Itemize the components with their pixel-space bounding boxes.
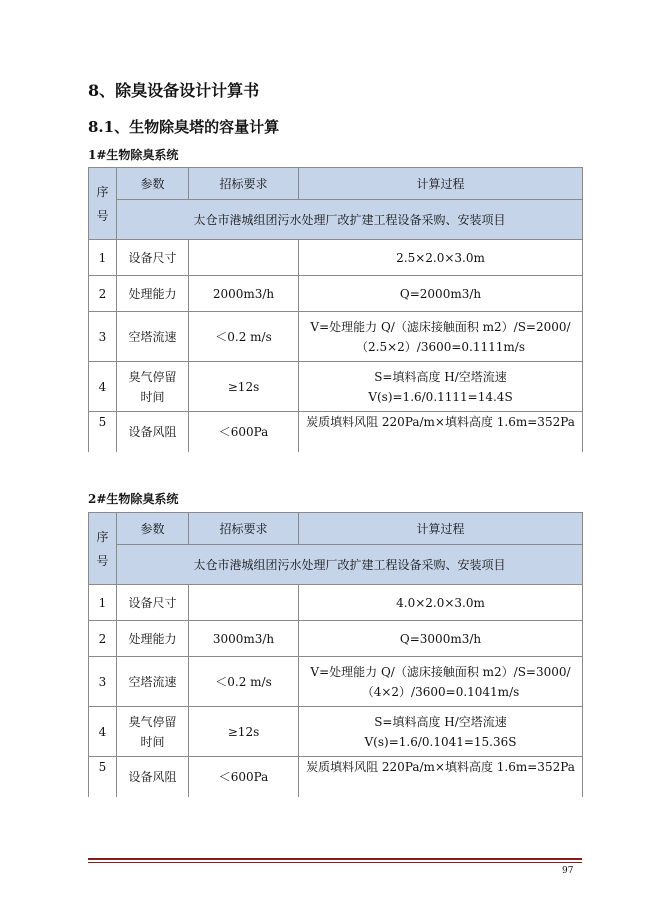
row-param: 设备尺寸 — [117, 585, 189, 621]
col-calc-header: 计算过程 — [299, 513, 583, 545]
row-calc — [299, 657, 583, 707]
row-no: 1 — [89, 585, 117, 621]
table-row — [89, 312, 583, 362]
row-req: 2000m3/h — [189, 276, 299, 312]
table-row — [89, 585, 583, 621]
col-param-header: 参数 — [117, 168, 189, 200]
col-req-header: 招标要求 — [189, 168, 299, 200]
row-param: 空塔流速 — [117, 312, 189, 362]
row-calc: 炭质填料风阻 220Pa/m×填料高度 1.6m=352Pa — [299, 757, 583, 797]
row-param: 处理能力 — [117, 276, 189, 312]
footer-rule — [88, 858, 582, 860]
subsection-heading: 8.1、生物除臭塔的容量计算 — [88, 118, 280, 136]
col-seq-header: 序号 — [89, 168, 117, 240]
row-param: 处理能力 — [117, 621, 189, 657]
row-calc: Q=3000m3/h — [299, 621, 583, 657]
table-row — [89, 657, 583, 707]
row-no: 2 — [89, 276, 117, 312]
footer-rule-thin — [88, 862, 582, 863]
table-row — [89, 362, 583, 412]
row-calc-line2: （2.5×2）/3600=0.1111m/s — [356, 339, 525, 354]
row-param: 空塔流速 — [117, 657, 189, 707]
row-req: 3000m3/h — [189, 621, 299, 657]
table-row — [89, 707, 583, 757]
system1-table — [88, 167, 583, 452]
table-row — [89, 412, 583, 452]
system2-title: 2#生物除臭系统 — [88, 492, 179, 506]
row-calc-line1: V=处理能力 Q/（滤床接触面积 m2）/S=2000/ — [310, 319, 571, 334]
row-calc — [299, 312, 583, 362]
row-req — [189, 240, 299, 276]
col-param-header: 参数 — [117, 513, 189, 545]
row-calc: Q=2000m3/h — [299, 276, 583, 312]
col-calc-header: 计算过程 — [299, 168, 583, 200]
col-seq-header: 序号 — [89, 513, 117, 585]
page-number: 97 — [562, 866, 574, 876]
row-req: ＜0.2 m/s — [189, 312, 299, 362]
row-calc: S=填料高度 H/空塔流速 V(s)=1.6/0.1041=15.36S — [299, 707, 583, 757]
row-calc: 炭质填料风阻 220Pa/m×填料高度 1.6m=352Pa — [299, 412, 583, 452]
row-no: 4 — [89, 707, 117, 757]
row-param-line2: 时间 — [140, 389, 165, 404]
row-no: 2 — [89, 621, 117, 657]
row-param-line1: 臭气停留 — [128, 369, 177, 384]
row-req: ＜600Pa — [189, 412, 299, 452]
row-req: ＜0.2 m/s — [189, 657, 299, 707]
row-no: 3 — [89, 312, 117, 362]
section-heading: 8、除臭设备设计计算书 — [88, 81, 260, 100]
table-row — [89, 757, 583, 797]
system2-table — [88, 512, 583, 797]
row-no: 4 — [89, 362, 117, 412]
row-no: 5 — [89, 757, 117, 797]
row-param: 设备尺寸 — [117, 240, 189, 276]
row-param-line2: 时间 — [140, 734, 165, 749]
row-req: ≥12s — [189, 362, 299, 412]
system1-title: 1#生物除臭系统 — [88, 148, 179, 162]
row-req — [189, 585, 299, 621]
table-row — [89, 240, 583, 276]
row-req: ≥12s — [189, 707, 299, 757]
col-req-header: 招标要求 — [189, 513, 299, 545]
row-no: 5 — [89, 412, 117, 452]
row-param — [117, 362, 189, 412]
table-row — [89, 621, 583, 657]
project-name: 太仓市港城组团污水处理厂改扩建工程设备采购、安装项目 — [117, 200, 583, 240]
row-param-line1: 臭气停留 — [128, 714, 177, 729]
row-param: 设备风阻 — [117, 757, 189, 797]
row-calc-line2: （4×2）/3600=0.1041m/s — [361, 684, 520, 699]
project-name: 太仓市港城组团污水处理厂改扩建工程设备采购、安装项目 — [117, 545, 583, 585]
row-calc-line1: V=处理能力 Q/（滤床接触面积 m2）/S=3000/ — [310, 664, 571, 679]
row-calc: 2.5×2.0×3.0m — [299, 240, 583, 276]
table-row — [89, 276, 583, 312]
row-calc: 4.0×2.0×3.0m — [299, 585, 583, 621]
row-no: 1 — [89, 240, 117, 276]
row-param — [117, 707, 189, 757]
row-no: 3 — [89, 657, 117, 707]
row-calc: S=填料高度 H/空塔流速 V(s)=1.6/0.1111=14.4S — [299, 362, 583, 412]
row-param: 设备风阻 — [117, 412, 189, 452]
row-req: ＜600Pa — [189, 757, 299, 797]
